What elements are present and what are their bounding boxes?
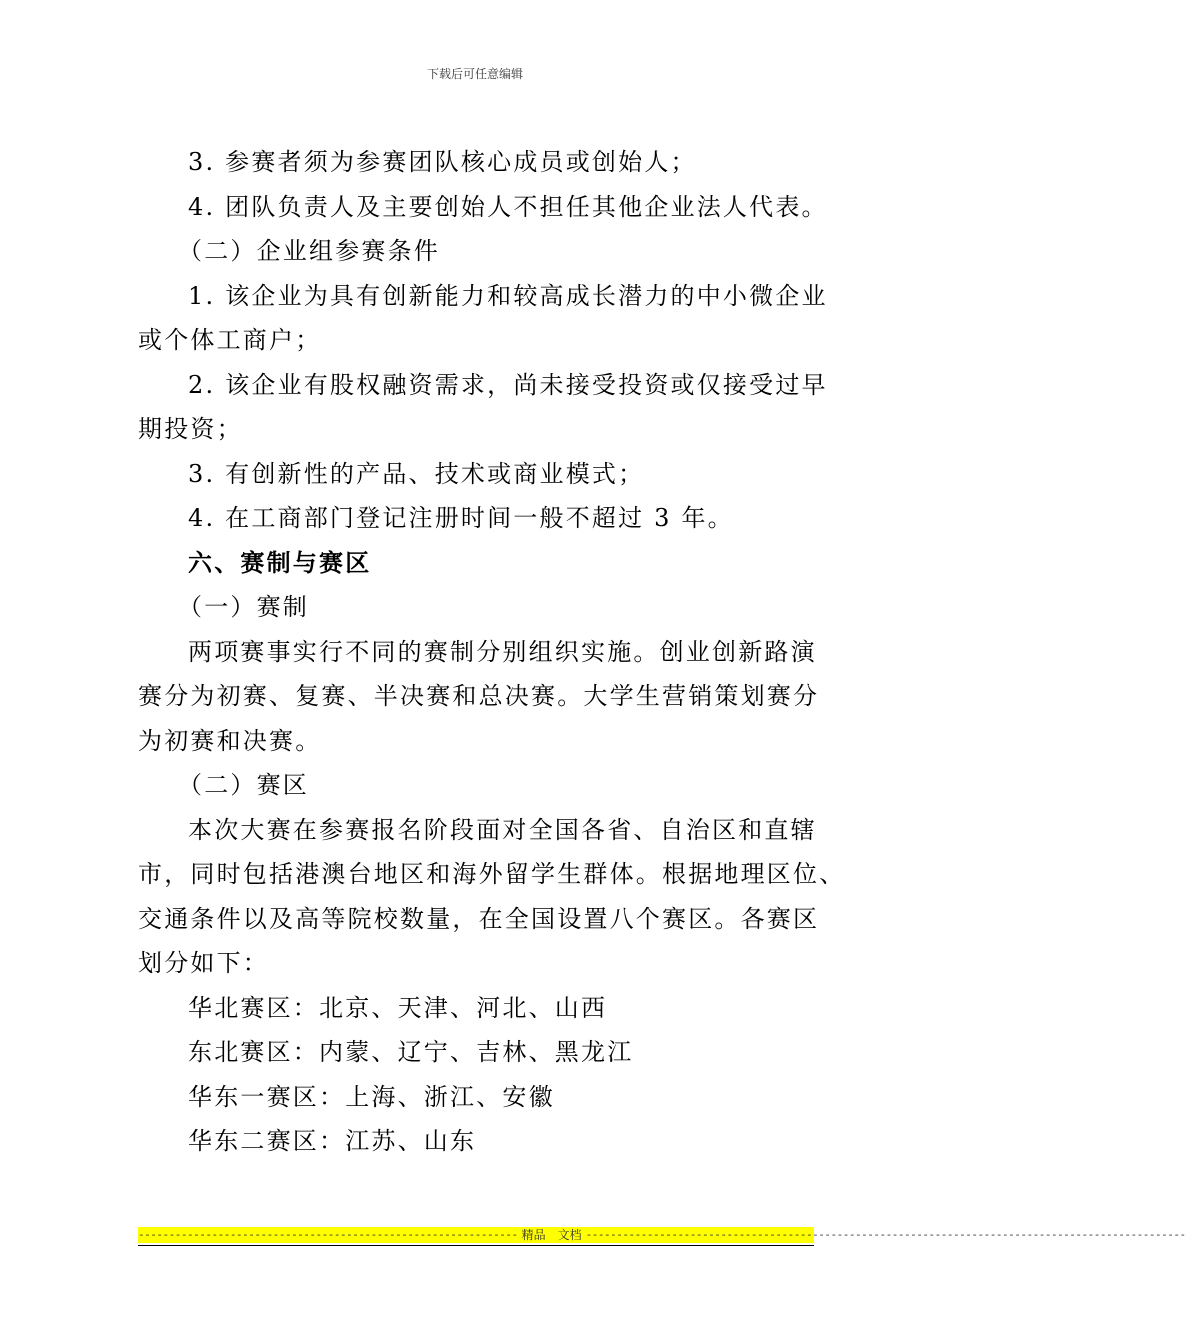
paragraph-line: 划分如下：: [138, 949, 269, 977]
paragraph-line: 交通条件以及高等院校数量，在全国设置八个赛区。各赛区: [138, 904, 820, 933]
footer-dashes-right: --------------------------------------------------------------------------------------------------: [585, 1228, 1186, 1241]
footer-rule: [138, 1245, 814, 1246]
document-body: [138, 140, 846, 1164]
paragraph-line: 4. 团队负责人及主要创始人不担任其他企业法人代表。: [188, 192, 828, 221]
paragraph-line: 期投资；: [138, 415, 243, 443]
paragraph-line: 3. 参赛者须为参赛团队核心成员或创始人；: [188, 148, 697, 176]
footer-label: 精品 文档: [521, 1228, 582, 1242]
footer-dashes-left: --------------------------------------------------------------: [138, 1228, 518, 1241]
paragraph-line: 为初赛和决赛。: [138, 726, 322, 755]
paragraph-line: 3. 有创新性的产品、技术或商业模式；: [188, 459, 645, 488]
region-line: 华东一赛区：上海、浙江、安徽: [188, 1082, 555, 1111]
footer-highlight-bar: [138, 1227, 1186, 1243]
section-heading: 六、赛制与赛区: [188, 547, 372, 577]
paragraph-line: 两项赛事实行不同的赛制分别组织实施。创业创新路演: [188, 637, 817, 666]
paragraph-line: 市，同时包括港澳台地区和海外留学生群体。根据地理区位、: [138, 860, 846, 888]
region-line: 华北赛区：北京、天津、河北、山西: [188, 993, 608, 1022]
paragraph-line: 2. 该企业有股权融资需求，尚未接受投资或仅接受过早: [188, 370, 828, 399]
paragraph-line: 本次大赛在参赛报名阶段面对全国各省、自治区和直辖: [188, 815, 817, 844]
paragraph-line: 1. 该企业为具有创新能力和较高成长潜力的中小微企业: [188, 281, 828, 310]
subsection-heading: （二）企业组参赛条件: [178, 237, 440, 265]
subsection-heading: （二）赛区: [178, 771, 309, 799]
region-line: 华东二赛区：江苏、山东: [188, 1127, 477, 1155]
paragraph-line: 赛分为初赛、复赛、半决赛和总决赛。大学生营销策划赛分: [138, 682, 820, 710]
paragraph-line: 4. 在工商部门登记注册时间一般不超过 3 年。: [188, 504, 734, 532]
header-note: 下载后可任意编辑: [426, 67, 523, 81]
region-line: 东北赛区：内蒙、辽宁、吉林、黑龙江: [188, 1038, 634, 1066]
subsection-heading: （一）赛制: [178, 593, 309, 621]
paragraph-line: 或个体工商户；: [138, 326, 322, 354]
